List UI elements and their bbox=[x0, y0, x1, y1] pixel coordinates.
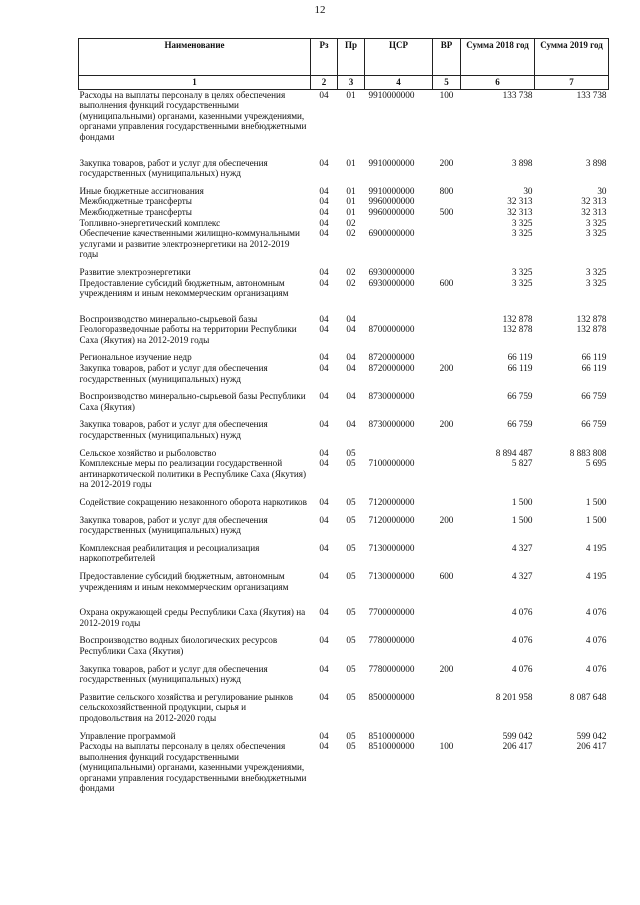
table-row bbox=[79, 458, 609, 497]
row-vr bbox=[433, 458, 461, 497]
row-pr: 04 bbox=[346, 352, 356, 363]
row-rz: 04 bbox=[319, 730, 329, 741]
row-csr: 9910000000 bbox=[368, 157, 415, 168]
row-rz: 04 bbox=[319, 542, 329, 553]
row-csr: 6930000000 bbox=[368, 266, 415, 277]
row-sum-2019: 5 695 bbox=[585, 458, 607, 469]
row-csr: 7100000000 bbox=[368, 458, 415, 469]
row-vr bbox=[433, 196, 461, 207]
row-sum-2018: 32 313 bbox=[507, 206, 533, 217]
row-csr: 8510000000 bbox=[368, 730, 415, 741]
row-sum-2018: 206 417 bbox=[502, 741, 533, 752]
row-vr bbox=[433, 448, 461, 459]
row-name: Воспроизводство минерально-сырьевой базы bbox=[79, 313, 258, 324]
table-row bbox=[79, 448, 609, 459]
row-sum-2018: 3 325 bbox=[511, 228, 533, 239]
row-name: Расходы на выплаты персоналу в целях обеспечения выполнения функций государственными (муниципальными) органами, казенными учреждениями, органами управления государственными внебюджетными фондами bbox=[79, 89, 307, 142]
row-name: Обеспечение качественными жилищно-коммунальными услугами и развитие электроэнергетики на 2012-2019 годы bbox=[79, 228, 300, 260]
row-csr: 8510000000 bbox=[368, 741, 415, 752]
row-sum-2018: 8 894 487 bbox=[495, 447, 533, 458]
row-pr: 05 bbox=[346, 570, 356, 581]
row-sum-2019: 4 076 bbox=[585, 663, 607, 674]
row-pr: 05 bbox=[346, 730, 356, 741]
row-pr: 05 bbox=[346, 542, 356, 553]
row-rz: 04 bbox=[319, 447, 329, 458]
table-row bbox=[79, 607, 609, 635]
row-sum-2018: 4 076 bbox=[511, 607, 533, 618]
budget-table bbox=[78, 38, 609, 794]
row-name: Топливно-энергетический комплекс bbox=[79, 217, 221, 228]
row-vr: 600 bbox=[439, 277, 454, 288]
row-name: Закупка товаров, работ и услуг для обеспечения государственных (муниципальных) нужд bbox=[79, 514, 268, 536]
row-csr: 9910000000 bbox=[368, 89, 415, 100]
row-rz: 04 bbox=[319, 607, 329, 618]
row-sum-2019: 132 878 bbox=[576, 324, 607, 335]
row-rz: 04 bbox=[319, 663, 329, 674]
table-row bbox=[79, 741, 609, 794]
row-csr: 8730000000 bbox=[368, 391, 415, 402]
row-csr bbox=[365, 218, 433, 229]
row-pr: 05 bbox=[346, 691, 356, 702]
row-sum-2019: 30 bbox=[597, 185, 607, 196]
row-pr: 02 bbox=[346, 266, 356, 277]
row-csr: 8720000000 bbox=[368, 352, 415, 363]
row-pr: 05 bbox=[346, 663, 356, 674]
table-row bbox=[79, 278, 609, 314]
row-csr: 6930000000 bbox=[368, 277, 415, 288]
row-name: Воспроизводство водных биологических ресурсов Республики Саха (Якутия) bbox=[79, 635, 278, 656]
row-name: Межбюджетные трансферты bbox=[79, 196, 192, 207]
row-rz: 04 bbox=[319, 458, 329, 469]
row-csr: 7130000000 bbox=[368, 542, 415, 553]
row-vr: 500 bbox=[439, 206, 454, 217]
row-sum-2018: 599 042 bbox=[502, 730, 533, 741]
row-sum-2019: 206 417 bbox=[576, 741, 607, 752]
row-name: Закупка товаров, работ и услуг для обеспечения государственных (муниципальных) нужд bbox=[79, 157, 268, 179]
row-pr: 01 bbox=[346, 185, 356, 196]
column-number: 1 bbox=[79, 76, 311, 90]
header-rz: Рз bbox=[311, 39, 338, 76]
row-csr: 7120000000 bbox=[368, 514, 415, 525]
row-sum-2019: 599 042 bbox=[576, 730, 607, 741]
row-csr: 7120000000 bbox=[368, 497, 415, 507]
row-rz: 04 bbox=[319, 185, 329, 196]
row-name: Закупка товаров, работ и услуг для обеспечения государственных (муниципальных) нужд bbox=[79, 419, 268, 441]
row-rz: 04 bbox=[319, 691, 329, 702]
table-row bbox=[79, 635, 609, 663]
row-vr: 600 bbox=[439, 570, 454, 581]
row-name: Межбюджетные трансферты bbox=[79, 206, 192, 217]
table-row bbox=[79, 497, 609, 515]
table-body bbox=[79, 89, 609, 794]
row-vr bbox=[433, 228, 461, 267]
row-csr: 9960000000 bbox=[368, 196, 415, 207]
row-vr bbox=[433, 497, 461, 515]
table-row bbox=[79, 196, 609, 207]
table-row bbox=[79, 731, 609, 742]
row-vr bbox=[433, 324, 461, 352]
table-row bbox=[79, 543, 609, 571]
row-sum-2019: 8 087 648 bbox=[569, 691, 607, 702]
row-sum-2019: 3 898 bbox=[585, 157, 607, 168]
row-vr bbox=[433, 314, 461, 325]
row-sum-2019: 4 076 bbox=[585, 635, 607, 646]
row-pr: 01 bbox=[346, 196, 356, 207]
row-sum-2019: 4 076 bbox=[585, 607, 607, 618]
row-name: Комплексные меры по реализации государственной антинаркотической политики в Республике Саха (Якутия) на 2012-2019 годы bbox=[79, 458, 307, 490]
table-header-row bbox=[79, 39, 609, 76]
row-sum-2019: 3 325 bbox=[585, 277, 607, 288]
row-pr: 05 bbox=[346, 741, 356, 752]
row-name: Закупка товаров, работ и услуг для обеспечения государственных (муниципальных) нужд bbox=[79, 663, 268, 685]
row-vr bbox=[433, 635, 461, 663]
row-sum-2019: 3 325 bbox=[585, 266, 607, 277]
row-name: Охрана окружающей среды Республики Саха (Якутия) на 2012-2019 годы bbox=[79, 607, 306, 628]
column-number: 5 bbox=[433, 76, 461, 90]
row-sum-2018: 4 327 bbox=[511, 542, 533, 553]
table-row bbox=[79, 158, 609, 186]
row-pr: 04 bbox=[346, 363, 356, 374]
row-sum-2018: 5 827 bbox=[511, 458, 533, 469]
row-csr: 8500000000 bbox=[368, 691, 415, 702]
row-rz: 04 bbox=[319, 497, 329, 507]
row-pr: 04 bbox=[346, 391, 356, 402]
row-rz: 04 bbox=[319, 419, 329, 430]
row-pr: 04 bbox=[346, 419, 356, 430]
row-sum-2018: 133 738 bbox=[502, 89, 533, 100]
row-sum-2018: 30 bbox=[523, 185, 533, 196]
row-sum-2019: 66 119 bbox=[581, 352, 607, 363]
row-pr: 01 bbox=[346, 206, 356, 217]
row-name: Предоставление субсидий бюджетным, автономным учреждениям и иным некоммерческим организациям bbox=[79, 277, 289, 299]
row-name: Развитие электроэнергетики bbox=[79, 266, 191, 277]
header-name: Наименование bbox=[79, 39, 311, 76]
row-sum-2019: 132 878 bbox=[576, 313, 607, 324]
row-name: Региональное изучение недр bbox=[79, 352, 192, 363]
row-pr: 04 bbox=[346, 313, 356, 324]
row-sum-2018: 66 759 bbox=[507, 391, 533, 402]
row-csr: 9910000000 bbox=[368, 185, 415, 196]
table-row bbox=[79, 352, 609, 363]
row-name: Развитие сельского хозяйства и регулирование рынков сельскохозяйственной продукции, сырья и продовольствия на 2012-2020 годы bbox=[79, 691, 293, 723]
row-pr: 05 bbox=[346, 514, 356, 525]
row-sum-2018: 4 076 bbox=[511, 635, 533, 646]
column-number: 6 bbox=[461, 76, 535, 90]
row-vr bbox=[433, 352, 461, 363]
row-pr: 05 bbox=[346, 635, 356, 646]
header-pr: Пр bbox=[338, 39, 365, 76]
row-rz: 04 bbox=[319, 514, 329, 525]
table-row bbox=[79, 515, 609, 543]
row-sum-2018: 3 898 bbox=[511, 157, 533, 168]
row-name: Расходы на выплаты персоналу в целях обеспечения выполнения функций государственными (муниципальными) органами, казенными учреждениями, органами управления государственными внебюджетными фондами bbox=[79, 741, 307, 794]
column-number: 7 bbox=[535, 76, 609, 90]
table-row bbox=[79, 571, 609, 607]
row-sum-2018: 3 325 bbox=[511, 217, 533, 228]
row-sum-2018: 66 119 bbox=[507, 352, 533, 363]
table-row bbox=[79, 692, 609, 731]
row-sum-2018: 4 076 bbox=[511, 663, 533, 674]
row-sum-2019: 66 759 bbox=[581, 419, 607, 430]
row-name: Иные бюджетные ассигнования bbox=[79, 185, 204, 196]
row-rz: 04 bbox=[319, 391, 329, 402]
row-rz: 04 bbox=[319, 313, 329, 324]
row-sum-2019: 1 500 bbox=[585, 497, 607, 507]
row-sum-2018: 1 500 bbox=[511, 514, 533, 525]
row-rz: 04 bbox=[319, 266, 329, 277]
row-csr: 7700000000 bbox=[368, 607, 415, 618]
row-vr: 200 bbox=[439, 419, 454, 430]
row-name: Управление программой bbox=[79, 730, 176, 741]
row-vr bbox=[433, 543, 461, 571]
row-sum-2018: 132 878 bbox=[502, 324, 533, 335]
row-sum-2019: 66 119 bbox=[581, 363, 607, 374]
row-pr: 01 bbox=[346, 89, 356, 100]
row-sum-2018: 3 325 bbox=[511, 266, 533, 277]
row-sum-2019: 32 313 bbox=[581, 196, 607, 207]
row-sum-2019: 66 759 bbox=[581, 391, 607, 402]
table-row bbox=[79, 186, 609, 197]
row-rz: 04 bbox=[319, 157, 329, 168]
row-rz: 04 bbox=[319, 228, 329, 239]
row-rz: 04 bbox=[319, 741, 329, 752]
column-number-row bbox=[79, 76, 609, 90]
row-csr: 8730000000 bbox=[368, 419, 415, 430]
row-vr: 100 bbox=[439, 741, 454, 752]
column-number: 2 bbox=[311, 76, 338, 90]
row-pr: 05 bbox=[346, 458, 356, 469]
row-vr: 800 bbox=[439, 185, 454, 196]
row-vr: 200 bbox=[439, 157, 454, 168]
row-name: Комплексная реабилитация и ресоциализация наркопотребителей bbox=[79, 542, 260, 564]
row-csr: 7780000000 bbox=[368, 635, 415, 646]
row-sum-2018: 3 325 bbox=[511, 277, 533, 288]
row-name: Сельское хозяйство и рыболовство bbox=[79, 447, 217, 458]
row-rz: 04 bbox=[319, 277, 329, 288]
page-number: 12 bbox=[314, 4, 326, 16]
row-rz: 04 bbox=[319, 217, 329, 228]
row-rz: 04 bbox=[319, 635, 329, 646]
row-vr: 200 bbox=[439, 663, 454, 674]
row-pr: 05 bbox=[346, 607, 356, 618]
table-row bbox=[79, 324, 609, 352]
row-pr: 04 bbox=[346, 324, 356, 335]
row-sum-2019: 32 313 bbox=[581, 206, 607, 217]
row-pr: 02 bbox=[346, 228, 356, 239]
table-row bbox=[79, 363, 609, 391]
row-vr: 100 bbox=[439, 89, 454, 100]
row-name: Предоставление субсидий бюджетным, автономным учреждениям и иным некоммерческим организациям bbox=[79, 570, 289, 592]
table-row bbox=[79, 218, 609, 229]
row-vr bbox=[433, 692, 461, 731]
row-pr: 02 bbox=[346, 217, 356, 228]
column-number: 3 bbox=[338, 76, 365, 90]
row-vr: 200 bbox=[439, 514, 454, 525]
table-row bbox=[79, 267, 609, 278]
row-pr: 01 bbox=[346, 157, 356, 168]
row-csr bbox=[365, 448, 433, 459]
row-csr: 9960000000 bbox=[368, 206, 415, 217]
row-vr bbox=[433, 731, 461, 742]
row-vr bbox=[433, 607, 461, 635]
table-row bbox=[79, 228, 609, 267]
row-pr: 02 bbox=[346, 277, 356, 288]
row-sum-2019: 1 500 bbox=[585, 514, 607, 525]
table-row bbox=[79, 391, 609, 419]
row-rz: 04 bbox=[319, 363, 329, 374]
row-sum-2019: 3 325 bbox=[585, 228, 607, 239]
row-sum-2018: 1 500 bbox=[511, 497, 533, 507]
row-rz: 04 bbox=[319, 352, 329, 363]
table-row bbox=[79, 664, 609, 692]
row-rz: 04 bbox=[319, 570, 329, 581]
row-sum-2018: 132 878 bbox=[502, 313, 533, 324]
table-row bbox=[79, 89, 609, 157]
row-sum-2019: 3 325 bbox=[585, 217, 607, 228]
header-sum-2018: Сумма 2018 год bbox=[461, 39, 535, 76]
row-name: Воспроизводство минерально-сырьевой базы Республики Саха (Якутия) bbox=[79, 391, 306, 412]
row-name: Закупка товаров, работ и услуг для обеспечения государственных (муниципальных) нужд bbox=[79, 363, 268, 384]
row-pr: 05 bbox=[346, 497, 356, 507]
header-vr: ВР bbox=[433, 39, 461, 76]
row-csr: 8700000000 bbox=[368, 324, 415, 335]
row-csr: 7130000000 bbox=[368, 570, 415, 581]
row-sum-2019: 4 195 bbox=[585, 542, 607, 553]
row-rz: 04 bbox=[319, 206, 329, 217]
row-name: Геологоразведочные работы на территории Республики Саха (Якутия) на 2012-2019 годы bbox=[79, 324, 297, 345]
row-sum-2018: 4 327 bbox=[511, 570, 533, 581]
row-rz: 04 bbox=[319, 196, 329, 207]
row-sum-2018: 32 313 bbox=[507, 196, 533, 207]
row-csr: 6900000000 bbox=[368, 228, 415, 239]
row-vr bbox=[433, 391, 461, 419]
row-vr bbox=[433, 267, 461, 278]
row-vr: 200 bbox=[439, 363, 454, 374]
row-csr: 8720000000 bbox=[368, 363, 415, 374]
row-sum-2019: 4 195 bbox=[585, 570, 607, 581]
row-csr bbox=[365, 314, 433, 325]
row-sum-2018: 8 201 958 bbox=[495, 691, 533, 702]
row-rz: 04 bbox=[319, 324, 329, 335]
row-rz: 04 bbox=[319, 89, 329, 100]
table-row bbox=[79, 419, 609, 447]
row-sum-2018: 66 759 bbox=[507, 419, 533, 430]
row-vr bbox=[433, 218, 461, 229]
header-csr: ЦСР bbox=[365, 39, 433, 76]
table-row bbox=[79, 207, 609, 218]
row-sum-2019: 133 738 bbox=[576, 89, 607, 100]
row-sum-2019: 8 883 808 bbox=[569, 447, 607, 458]
row-csr: 7780000000 bbox=[368, 663, 415, 674]
column-number: 4 bbox=[365, 76, 433, 90]
row-sum-2018: 66 119 bbox=[507, 363, 533, 374]
row-pr: 05 bbox=[346, 447, 356, 458]
header-sum-2019: Сумма 2019 год bbox=[535, 39, 609, 76]
row-name: Содействие сокращению незаконного оборота наркотиков bbox=[79, 497, 307, 507]
table-row bbox=[79, 314, 609, 325]
